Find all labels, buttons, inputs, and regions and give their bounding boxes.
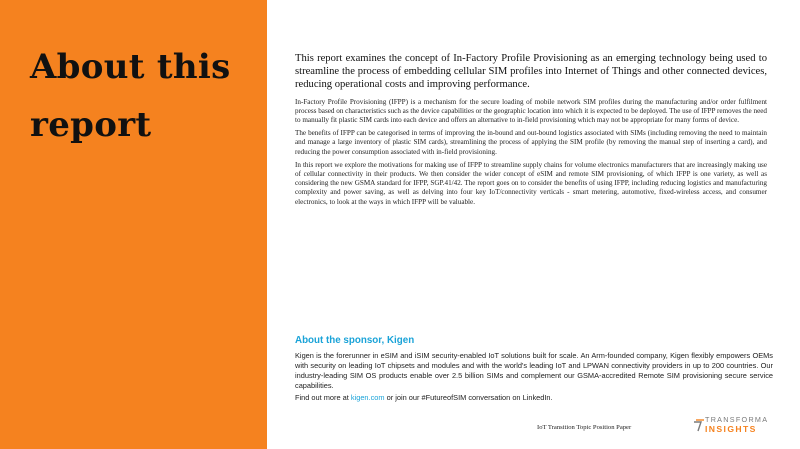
page-title	[30, 38, 260, 154]
logo-text-bottom: INSIGHTS	[705, 424, 757, 434]
sponsor-description: Kigen is the forerunner in eSIM and iSIM security-enabled IoT solutions built for scale. An Arm-founded company, Kigen flexibly empowers OEMs with security on leading IoT chipsets and modules and with the world's leading IoT and LPWAN connectivity providers in up to 200 countries. Our industry-leading SIM OS products enable over 2.5 billion SIMs and complement our GSMA-accredited Remote SIM provisioning secure service capabilities.	[295, 351, 773, 390]
sponsor-more-info	[295, 393, 773, 403]
page-title-line-2: report	[30, 105, 152, 145]
sponsor-section	[295, 335, 773, 403]
transforma-insights-logo	[693, 415, 771, 437]
body-paragraph: The benefits of IFPP can be categorised in terms of improving the in-bound and out-bound logistics associated with SIMs (including removing the need to maintain and manage a large inventory of plastic SIM cards), streamlining the process of applying the SIM profile (by removing the manual step of inserting a card), and reducing the power consumption associated with in-field provisioning.	[295, 129, 767, 156]
orange-side-panel	[0, 0, 267, 449]
sponsor-more-prefix: Find out more at	[295, 393, 351, 402]
lead-paragraph: This report examines the concept of In-Factory Profile Provisioning as an emerging technology being used to streamline the process of embedding cellular SIM profiles into Internet of Things and other connected devices, reducing operational costs and improving performance.	[295, 53, 767, 91]
body-paragraph: In this report we explore the motivations for making use of IFPP to streamline supply chains for volume electronics manufacturers that are increasingly making use of cellular connectivity in their products. We then consider the wider concept of eSIM and remote SIM provisioning, of which IFPP is one variety, as well as considering the new GSMA standard for IFPP, SGP.41/42. The report goes on to consider the benefits of using IFPP, including reducing logistics and manufacturing complexity and power saving, as well as delving into four key IoT/connectivity verticals - smart metering, automotive, fixed-wireless access, and consumer electronics, to look at the ways in which IFPP will be valuable.	[295, 161, 767, 206]
page-title-line-1: About this	[30, 47, 231, 87]
kigen-link[interactable]: kigen.com	[350, 393, 385, 402]
logo-text-top: TRANSFORMA	[705, 415, 769, 424]
logo-mark-icon	[693, 418, 705, 432]
report-summary	[295, 52, 767, 211]
body-paragraph: In-Factory Profile Provisioning (IFPP) is a mechanism for the secure loading of mobile network SIM profiles during the manufacturing and/or order fulfilment process based on characteristics such as the device capabilities or the geographic location into which it is expected to be deployed. The use of IFPP removes the need to manually fit plastic SIM cards into each device and offers an alternative to in-field provisioning which may not be appropriate for many forms of device.	[295, 97, 767, 124]
sponsor-more-suffix: or join our #FutureofSIM conversation on LinkedIn.	[384, 393, 553, 402]
sponsor-heading: About the sponsor, Kigen	[295, 335, 415, 346]
footer-label: IoT Transition Topic Position Paper	[537, 424, 632, 431]
